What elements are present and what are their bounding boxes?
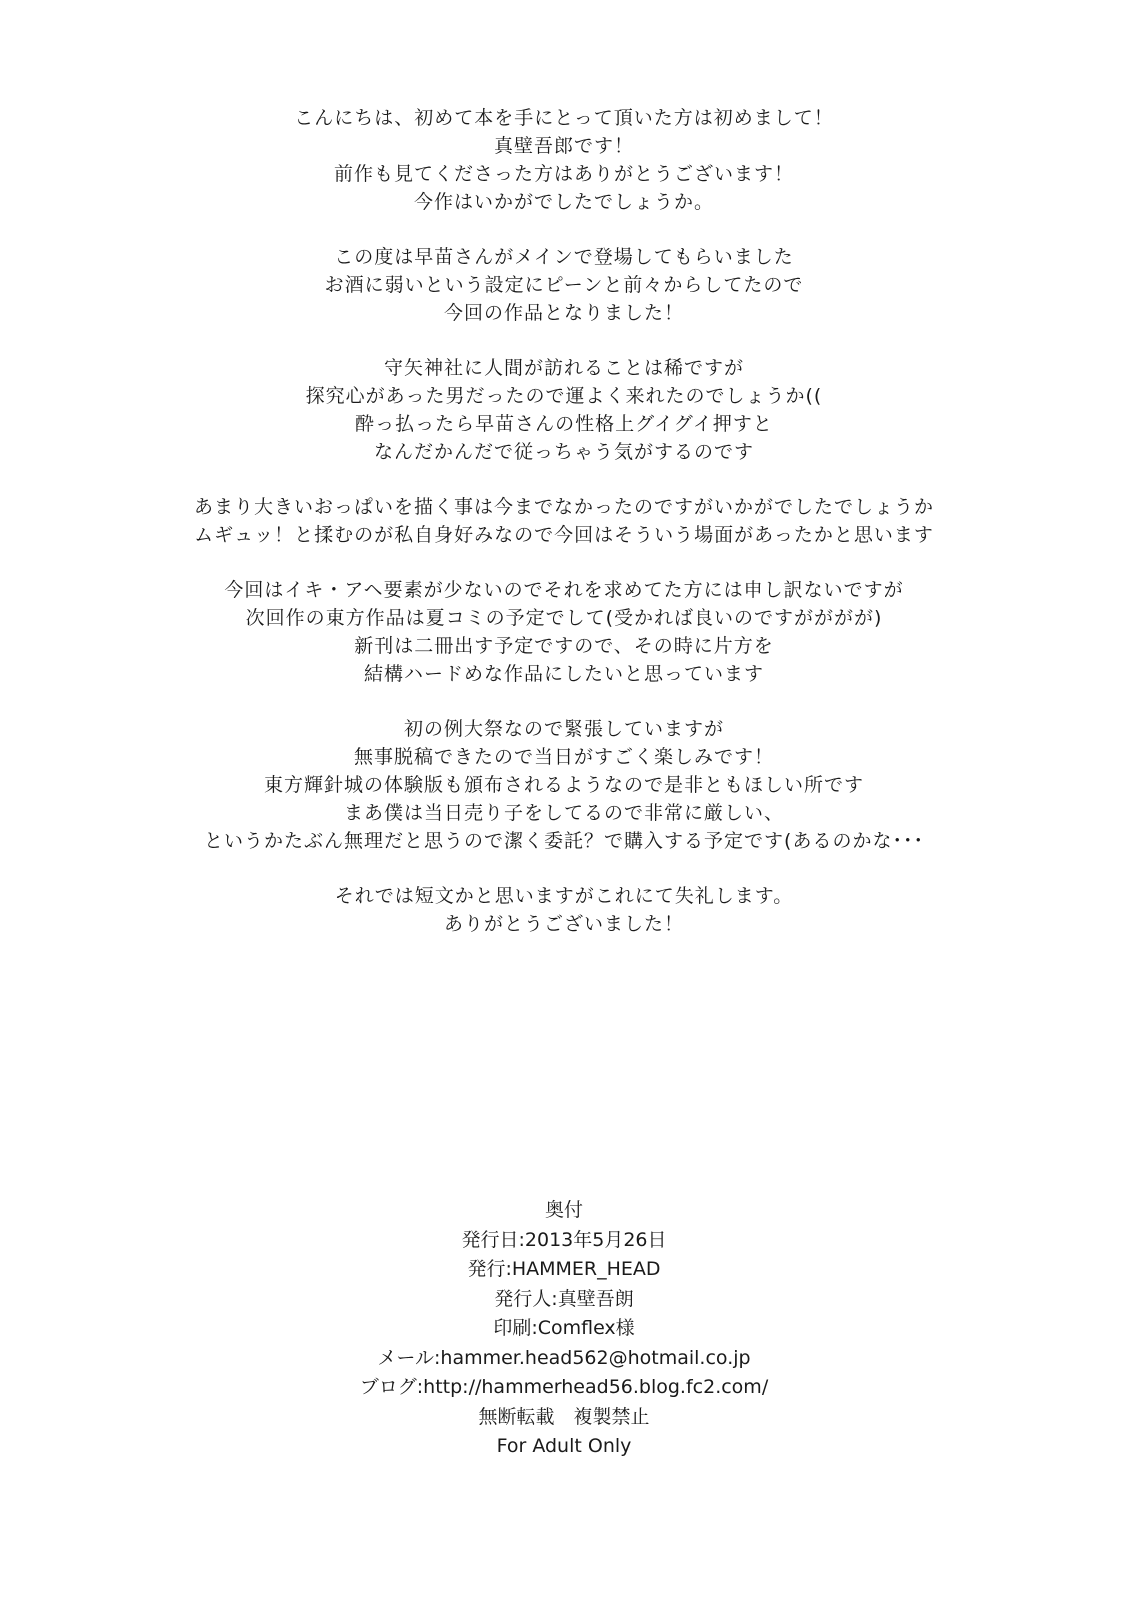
publisher: 発行:HAMMER_HEAD (467, 1258, 661, 1280)
afterword-line: ありがとうございました！ (443, 913, 684, 935)
blog-url: ブログ:http://hammerhead56.blog.fc2.com/ (359, 1376, 769, 1398)
afterword-line: 新刊は二冊出す予定ですので、その時に片方を (354, 635, 774, 657)
issue-date: 発行日:2013年5月26日 (461, 1228, 667, 1251)
adult-rating: For Adult Only (496, 1435, 632, 1457)
afterword-line: それでは短文かと思いますがこれにて失礼します。 (334, 885, 794, 907)
mail-address: メール:hammer.head562@hotmail.co.jp (377, 1346, 751, 1369)
afterword-line: 初の例大祭なので緊張していますが (403, 718, 724, 740)
afterword-line: お酒に弱いという設定にピーンと前々からしてたので (324, 274, 804, 296)
afterword-paragraph-1 (0, 104, 1128, 216)
afterword-line: 東方輝針城の体験版も頒布されるようなので是非ともほしい所です (263, 774, 864, 796)
afterword-paragraph-2 (0, 243, 1128, 327)
afterword-line: 今作はいかがでしたでしょうか。 (413, 191, 714, 213)
afterword-line: 守矢神社に人間が訪れることは稀ですが (383, 357, 744, 379)
colophon-heading: 奥付 (544, 1199, 583, 1221)
afterword-line: 今回の作品となりました！ (443, 302, 684, 324)
afterword-paragraph-3 (0, 354, 1128, 466)
afterword-paragraph-7 (0, 882, 1128, 938)
afterword-paragraph-5 (0, 576, 1128, 688)
afterword-line: なんだかんだで従っちゃう気がするのです (373, 441, 754, 463)
issuer: 発行人:真壁吾朗 (494, 1287, 634, 1310)
copyright-notice: 無断転載 複製禁止 (478, 1405, 650, 1428)
afterword-line: 探究心があった男だったので運よく来れたのでしょうか(( (305, 385, 823, 407)
afterword-line: あまり大きいおっぱいを描く事は今までなかったのですがいかがでしたでしょうか (193, 496, 934, 518)
afterword-line: ムギュッ！と揉むのが私自身好みなので今回はそういう場面があったかと思います (194, 524, 934, 546)
afterword-text (0, 104, 1128, 965)
afterword-line: この度は早苗さんがメインで登場してもらいました (334, 246, 794, 268)
afterword-line: というかたぶん無理だと思うので潔く委託？で購入する予定です(あるのかな･･･ (204, 830, 924, 852)
afterword-line: 前作も見てくださった方はありがとうございます！ (333, 163, 794, 185)
afterword-line: 酔っ払ったら早苗さんの性格上グイグイ押すと (355, 413, 773, 435)
afterword-paragraph-6 (0, 715, 1128, 855)
afterword-line: 次回作の東方作品は夏コミの予定でして(受かれば良いのですがががが) (245, 607, 883, 629)
printing: 印刷:Comflex様 (493, 1317, 635, 1339)
afterword-line: 結構ハードめな作品にしたいと思っています (363, 663, 764, 685)
afterword-line: 今回はイキ・アヘ要素が少ないのでそれを求めてた方には申し訳ないですが (224, 579, 904, 601)
afterword-line: こんにちは、初めて本を手にとって頂いた方は初めまして！ (294, 107, 834, 129)
afterword-line: 真壁吾郎です！ (493, 135, 634, 157)
afterword-paragraph-4 (0, 493, 1128, 549)
colophon (0, 1196, 1128, 1462)
afterword-line: まあ僕は当日売り子をしてるので非常に厳しい、 (343, 802, 784, 824)
afterword-line: 無事脱稿できたので当日がすごく楽しみです！ (353, 746, 774, 768)
